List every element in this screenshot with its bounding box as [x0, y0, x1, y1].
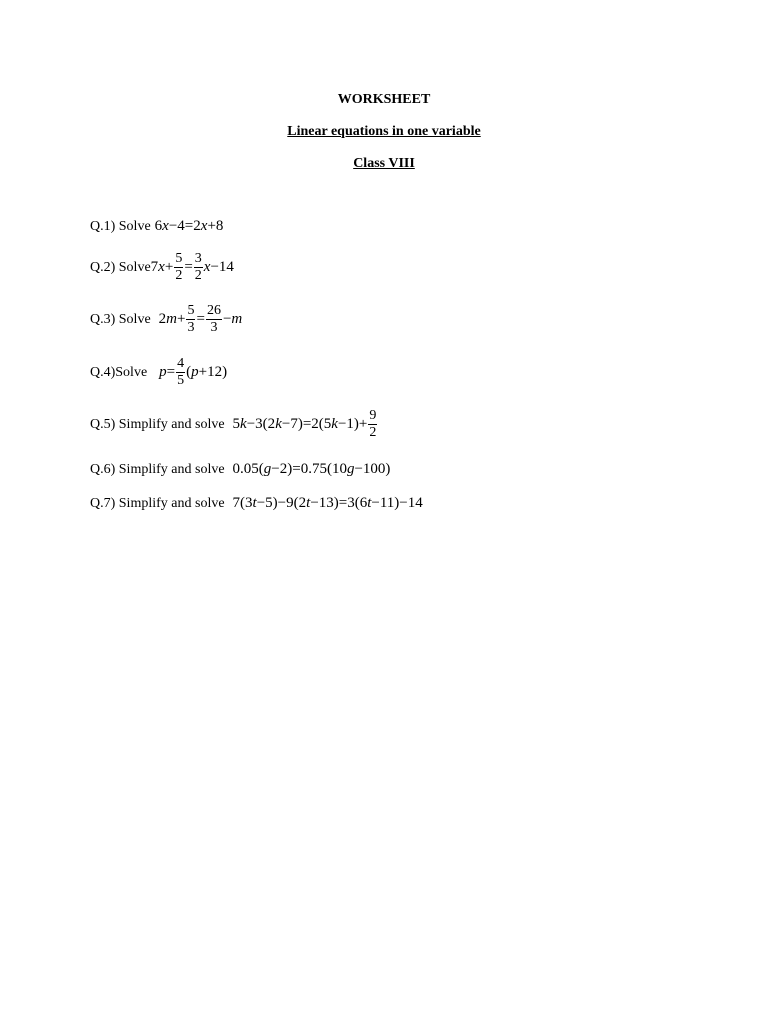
question-7-equation — [233, 495, 423, 512]
q2-op: + — [164, 259, 174, 275]
question-7-label: Q.7) Simplify and solve — [90, 495, 225, 511]
q7-var: t — [252, 495, 257, 511]
worksheet-title: WORKSHEET — [337, 92, 431, 107]
q3-fraction — [206, 304, 222, 335]
q4-paren: ( — [186, 364, 192, 380]
q7-term: −5)−9(2 — [256, 495, 307, 511]
q3-term: 2 — [158, 311, 167, 327]
q1-term: +8 — [207, 218, 224, 234]
question-5 — [90, 409, 378, 440]
q5-var: k — [240, 416, 247, 432]
q4-op: = — [166, 364, 176, 380]
q2-var: x — [203, 259, 211, 275]
q4-term: +12) — [198, 364, 228, 380]
q6-var: g — [346, 461, 355, 477]
q6-term: −100) — [354, 461, 391, 477]
q2-var: x — [158, 259, 165, 275]
denominator: 2 — [194, 268, 202, 283]
q5-term: −3(2 — [246, 416, 276, 432]
q1-var: x — [162, 218, 169, 234]
numerator: 4 — [177, 356, 185, 371]
question-3-label: Q.3) Solve — [90, 311, 151, 327]
q2-fraction — [194, 252, 203, 283]
q1-term: 6 — [154, 218, 163, 234]
q7-term: 7(3 — [232, 495, 253, 511]
q3-op: + — [177, 311, 186, 327]
denominator: 5 — [177, 373, 185, 388]
q6-term: 0.05( — [232, 461, 264, 477]
q7-var: t — [306, 495, 311, 511]
q2-fraction — [174, 252, 183, 283]
question-2-label: Q.2) Solve — [90, 259, 151, 275]
q5-term: −7)=2(5 — [281, 416, 332, 432]
worksheet-subject: Linear equations in one variable — [287, 124, 481, 139]
q1-var: x — [200, 218, 208, 234]
q5-var: k — [331, 416, 338, 432]
q1-term: −4=2 — [168, 218, 201, 234]
q3-var: m — [166, 311, 178, 327]
worksheet-class: Class VIII — [353, 156, 415, 171]
question-1-equation — [155, 218, 224, 235]
q3-op: − — [222, 311, 232, 327]
denominator: 3 — [187, 320, 195, 335]
q2-op: = — [184, 259, 193, 275]
question-6-label: Q.6) Simplify and solve — [90, 461, 225, 477]
question-7 — [90, 495, 423, 512]
question-2-equation — [151, 252, 234, 283]
question-3 — [90, 304, 242, 335]
question-1-label: Q.1) Solve — [90, 218, 151, 234]
denominator: 3 — [210, 320, 218, 335]
denominator: 2 — [175, 268, 183, 283]
q6-term: −2)=0.75(10 — [271, 461, 347, 477]
numerator: 26 — [206, 303, 221, 318]
q7-term: −13)=3(6 — [310, 495, 368, 511]
numerator: 5 — [175, 251, 183, 266]
q7-var: t — [367, 495, 372, 511]
q7-term: −11)−14 — [371, 495, 423, 511]
denominator: 2 — [369, 425, 377, 440]
q6-var: g — [263, 461, 272, 477]
question-5-label: Q.5) Simplify and solve — [90, 416, 225, 432]
question-4-equation — [159, 357, 227, 388]
q5-fraction — [368, 409, 377, 440]
q2-term: −14 — [210, 259, 234, 275]
q4-var: p — [191, 364, 199, 380]
q3-op: = — [196, 311, 205, 327]
q5-term: −1)+ — [337, 416, 368, 432]
question-4-label: Q.4)Solve — [90, 364, 148, 380]
numerator: 3 — [194, 251, 202, 266]
q2-term: 7 — [150, 259, 159, 275]
q5-var: k — [275, 416, 282, 432]
q5-term: 5 — [232, 416, 241, 432]
question-6-equation — [233, 461, 391, 478]
numerator: 5 — [187, 303, 195, 318]
question-5-equation — [233, 409, 379, 440]
question-4 — [90, 357, 227, 388]
q3-var: m — [231, 311, 243, 327]
numerator: 9 — [369, 408, 377, 423]
question-1 — [90, 218, 223, 235]
question-6 — [90, 461, 390, 478]
question-3-equation — [159, 304, 243, 335]
q4-fraction — [176, 357, 185, 388]
question-2 — [90, 252, 234, 283]
q3-fraction — [186, 304, 195, 335]
q4-var: p — [159, 364, 167, 380]
